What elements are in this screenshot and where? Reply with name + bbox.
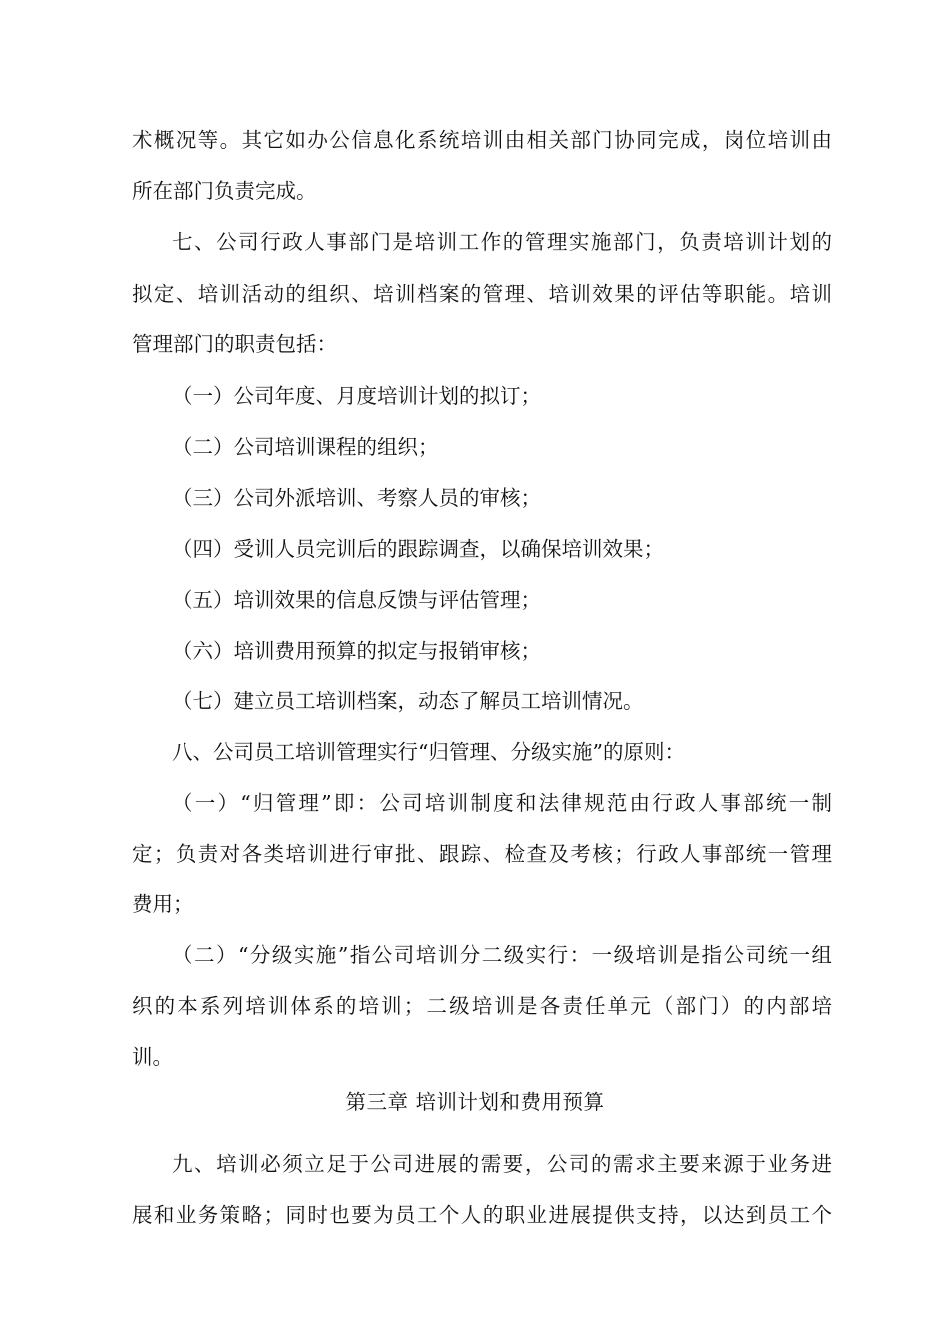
list-item: （七）建立员工培训档案，动态了解员工培训情况。 (172, 689, 644, 713)
paragraph-line: 定；负责对各类培训进行审批、跟踪、检查及考核；行政人事部统一管理 (132, 842, 832, 866)
paragraph-line: 训。 (132, 1045, 173, 1069)
paragraph-line: 所在部门负责完成。 (132, 179, 317, 203)
chapter-heading: 第三章 培训计划和费用预算 (345, 1090, 605, 1114)
list-item: （二）公司培训课程的组织； (172, 435, 439, 459)
list-item: （一）公司年度、月度培训计划的拟订； (172, 384, 541, 408)
paragraph-line: 八、公司员工培训管理实行“归管理、分级实施”的原则： (172, 740, 685, 764)
list-item: （四）受训人员完训后的跟踪调查，以确保培训效果； (172, 537, 664, 561)
paragraph-line: 拟定、培训活动的组织、培训档案的管理、培训效果的评估等职能。培训 (132, 282, 832, 306)
paragraph-line: 织的本系列培训体系的培训；二级培训是各责任单元（部门）的内部培 (132, 994, 832, 1018)
list-item: （六）培训费用预算的拟定与报销审核； (172, 639, 541, 663)
paragraph-line: （二）“分级实施”指公司培训分二级实行：一级培训是指公司统一组 (172, 943, 832, 967)
paragraph-line: 展和业务策略；同时也要为员工个人的职业进展提供支持，以达到员工个 (132, 1203, 832, 1227)
list-item: （三）公司外派培训、考察人员的审核； (172, 486, 541, 510)
paragraph-line: 九、培训必须立足于公司进展的需要，公司的需求主要来源于业务进 (172, 1152, 832, 1176)
paragraph-line: （一）“归管理”即：公司培训制度和法律规范由行政人事部统一制 (172, 791, 832, 815)
paragraph-line: 术概况等。其它如办公信息化系统培训由相关部门协同完成，岗位培训由 (132, 128, 832, 152)
paragraph-line: 七、公司行政人事部门是培训工作的管理实施部门，负责培训计划的 (172, 230, 832, 254)
list-item: （五）培训效果的信息反馈与评估管理； (172, 588, 541, 612)
paragraph-line: 管理部门的职责包括： (132, 332, 337, 356)
paragraph-line: 费用； (132, 892, 194, 916)
